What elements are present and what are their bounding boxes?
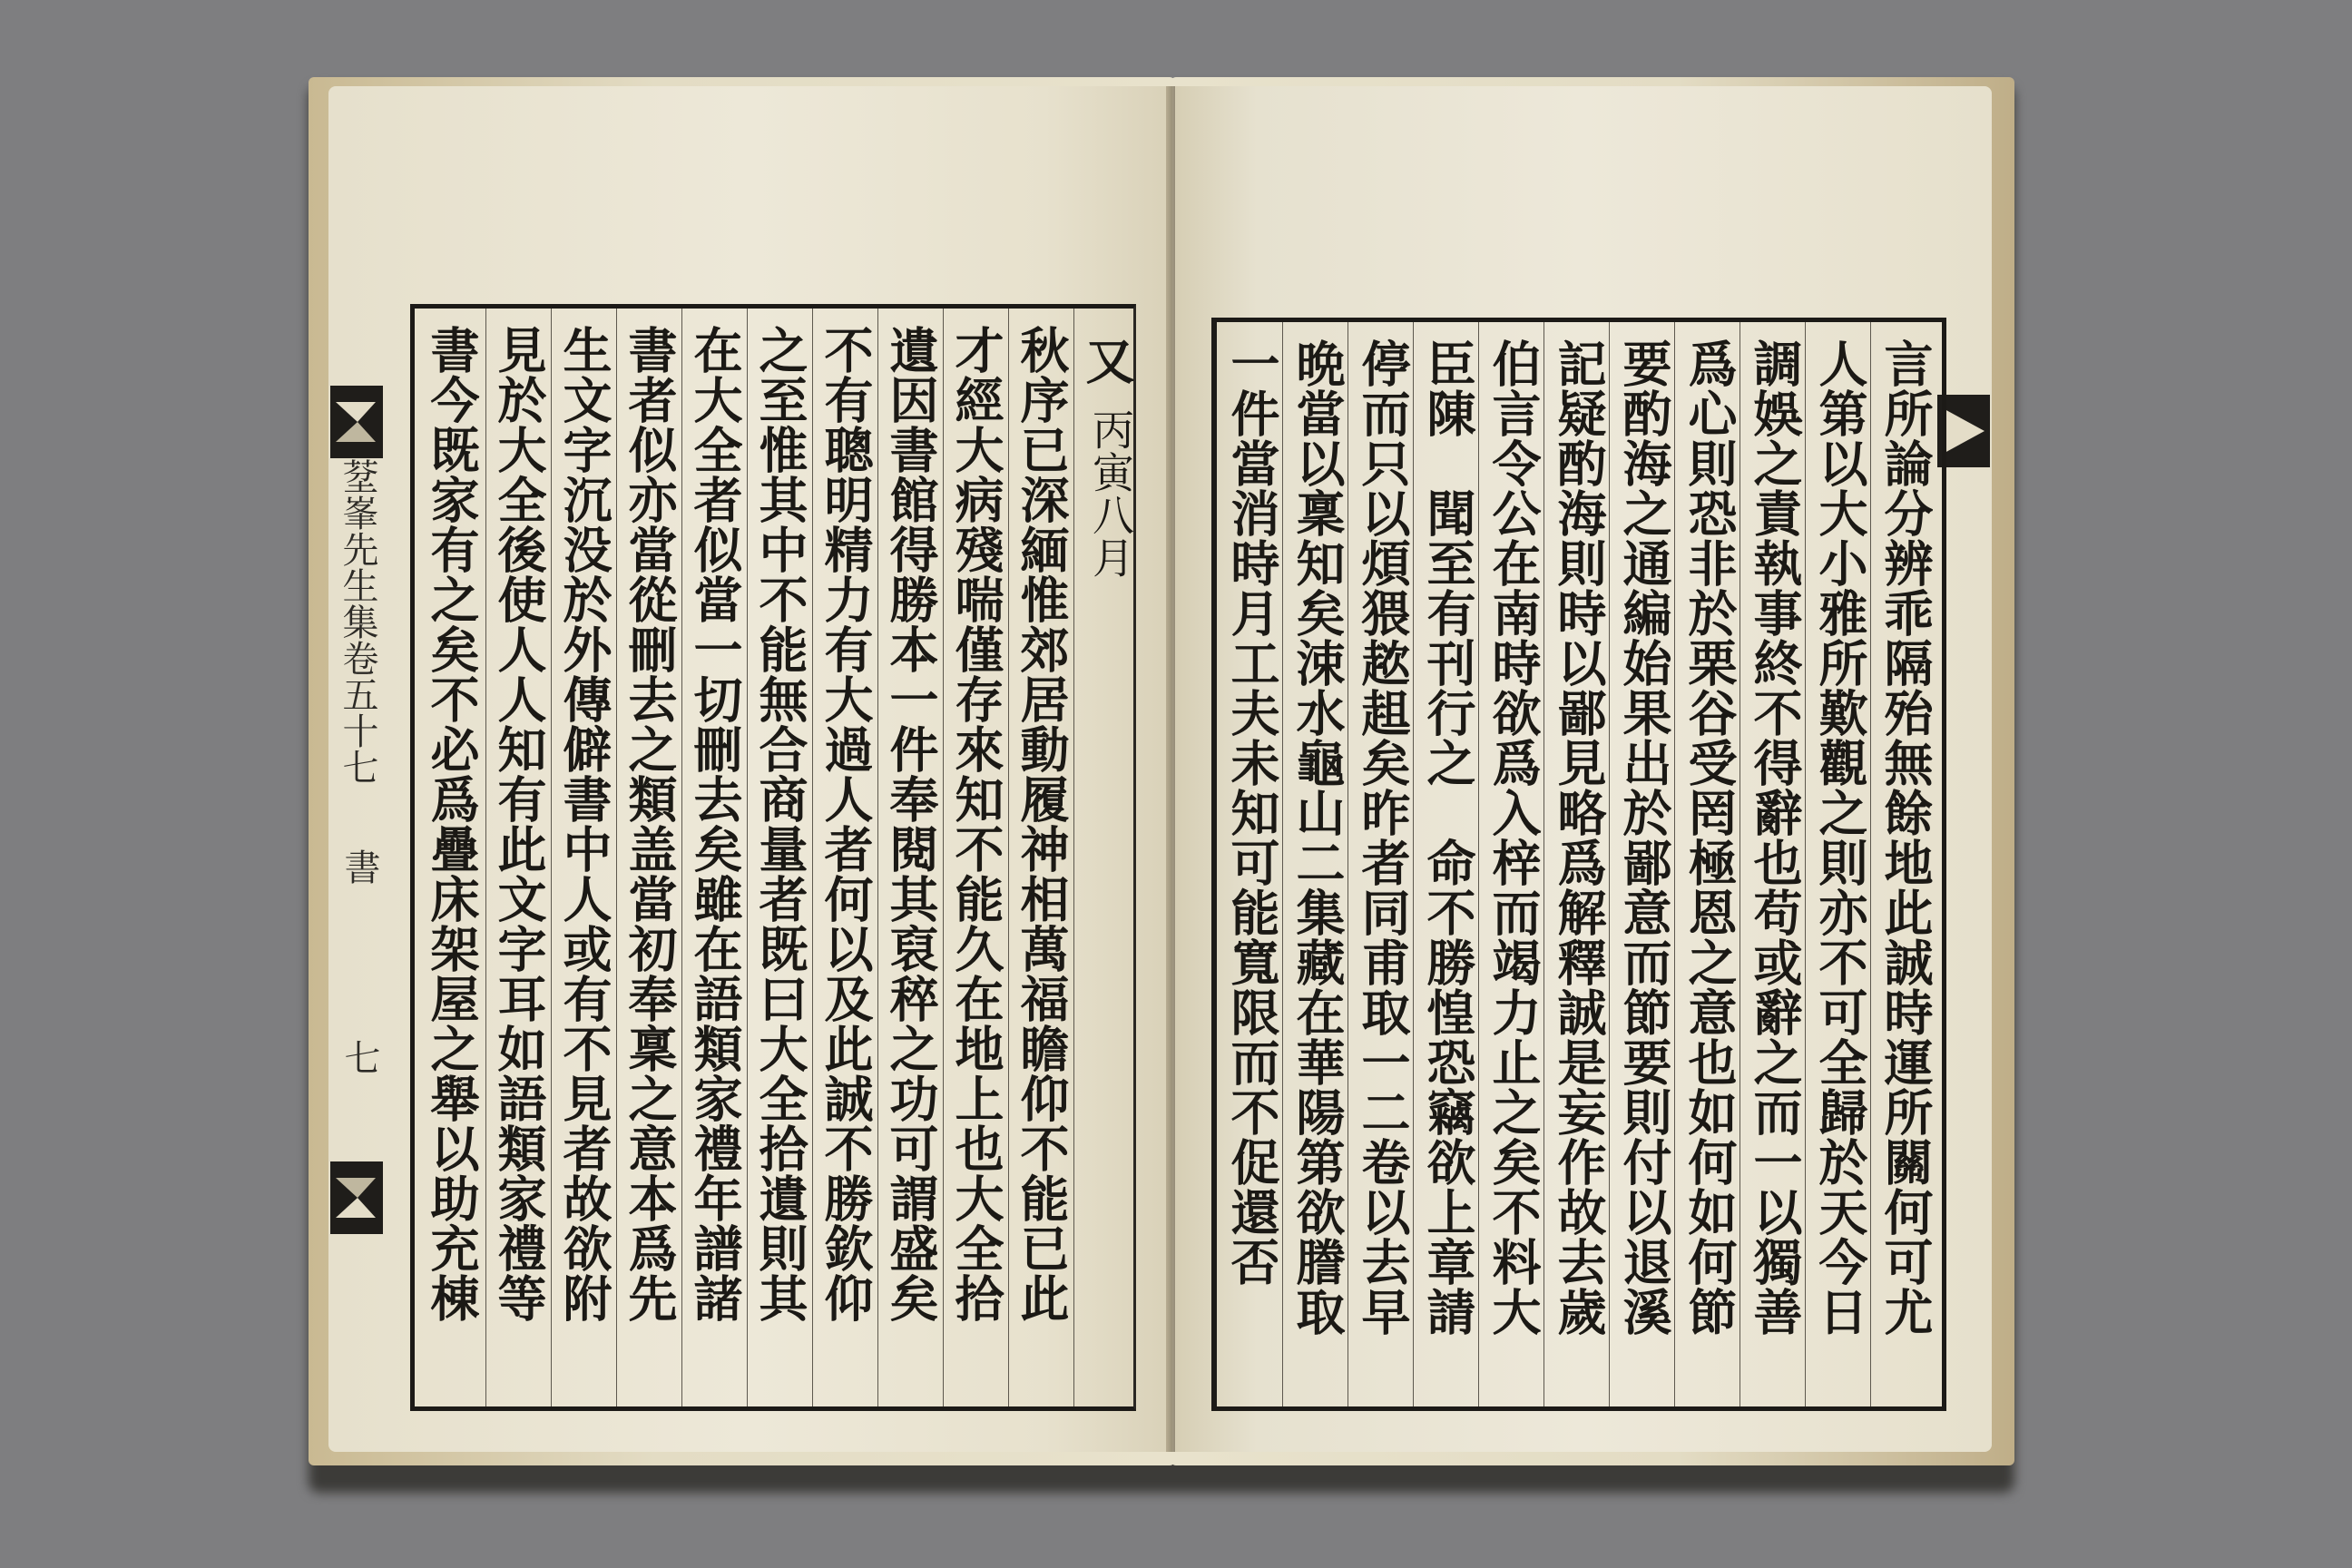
text-column-8: 臣陳 聞至有刊行之 命不勝惶恐竊欲上章請	[1419, 338, 1477, 1337]
text-column-4: 不有聰明精力有大過人者何以及此誠不勝欽仰	[817, 325, 875, 1323]
text-column-3: 調娛之責執事終不得辭也苟或辭之而一以獨善	[1746, 338, 1804, 1337]
text-column-5: 之至惟其中不能無合商量者既曰大全拾遺則其	[751, 325, 809, 1323]
text-column-2: 才經大病殘喘僅存來知不能久在地上也大全拾	[947, 325, 1005, 1323]
fish-tail-marker-bottom-icon	[330, 1161, 383, 1234]
text-column-10: 晩當以稟知矣涑水龜山二集藏在華陽第欲謄取	[1289, 338, 1347, 1337]
left-page	[328, 86, 1172, 1452]
right-page	[1175, 86, 1992, 1452]
text-column-10: 書今既家有之矣不必爲疊床架屋之舉以助充棟	[423, 325, 481, 1323]
text-column-2: 人第以大小雅所歎觀之則亦不可全歸於天今日	[1811, 338, 1869, 1337]
right-text-frame	[1211, 318, 1946, 1411]
text-column-6: 在大全者似當一切刪去矣雖在語類家禮年譜諸	[686, 325, 744, 1323]
letter-title: 又	[1078, 336, 1136, 386]
section-label: 書	[338, 848, 380, 885]
text-column-9: 見於大全後使人人知有此文字耳如語類家禮等	[490, 325, 548, 1323]
fish-tail-marker-top-icon	[330, 386, 383, 458]
text-column-7: 伯言令公在南時欲爲入梓而竭力止之矣不料大	[1485, 338, 1543, 1337]
text-column-8: 生文字沉没於外傳僻書中人或有不見者故欲附	[555, 325, 613, 1323]
text-column-9: 停而只以煩猥趑趄矣昨者同甫取一二卷以去早	[1354, 338, 1412, 1337]
letter-date: 丙寅八月	[1086, 408, 1135, 579]
text-column-5: 要酌海之通編始果出於鄙意而節要則付以退溪	[1615, 338, 1673, 1337]
text-column-1: 言所論分辨乖隔殆無餘地此誠時運所關何可尤	[1877, 338, 1935, 1337]
text-column-6: 記疑酌海則時以鄙見略爲解釋誠是妄作故去歲	[1550, 338, 1608, 1337]
text-column-3: 遺因書館得勝本一件奉閱其裒稡之功可謂盛矣	[882, 325, 940, 1323]
open-book	[309, 77, 2014, 1484]
page-number: 七	[338, 1039, 380, 1075]
collection-title: 𦯀峯先生集卷五十七	[337, 458, 378, 785]
text-column-4: 爲心則恐非於栗谷受罔極恩之意也如何如何節	[1681, 338, 1739, 1337]
text-column-11: 一件當消時月工夫未知可能寬限而不促還否	[1223, 338, 1281, 1287]
left-text-frame	[410, 304, 1136, 1411]
text-column-1: 秋序已深緬惟郊居動履神相萬福瞻仰不能已此	[1013, 325, 1071, 1323]
text-column-7: 書者似亦當從刪去之類盖當初奉稟之意本爲先	[621, 325, 679, 1323]
